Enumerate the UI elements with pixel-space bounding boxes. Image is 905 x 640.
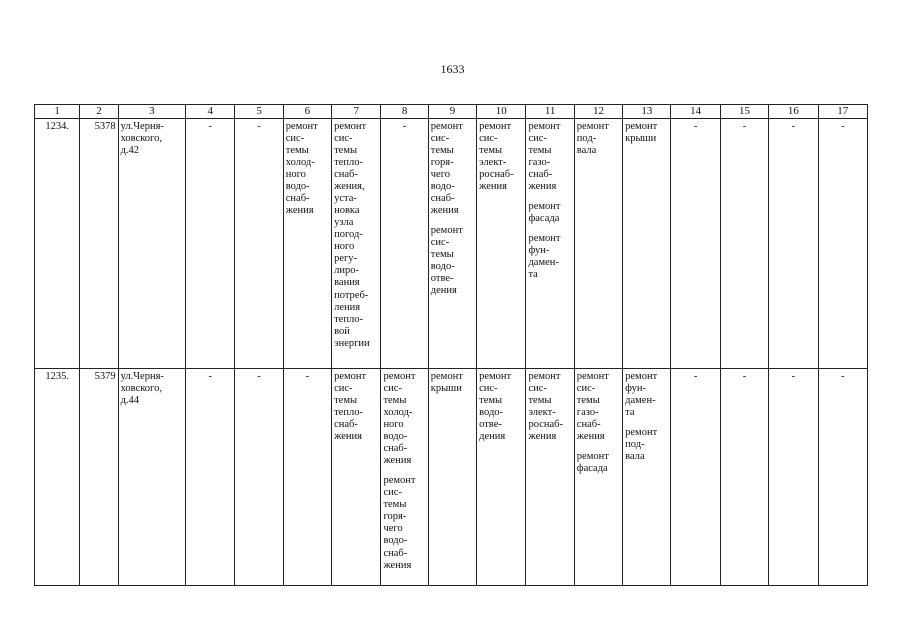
row-number-cell: 1235. bbox=[35, 368, 80, 585]
empty-dash-cell: - bbox=[186, 368, 235, 585]
work-item-text: ремонт крыши bbox=[625, 120, 658, 144]
column-number: 17 bbox=[818, 105, 867, 119]
column-number: 12 bbox=[574, 105, 622, 119]
empty-dash-cell: - bbox=[283, 368, 331, 585]
work-item-text: ремонт сис- темы газо- снаб- жения bbox=[528, 120, 561, 192]
work-type-cell bbox=[477, 118, 526, 368]
work-type-cell bbox=[332, 368, 381, 585]
empty-dash-cell: - bbox=[769, 368, 818, 585]
empty-dash-cell: - bbox=[381, 118, 428, 368]
work-type-cell bbox=[381, 368, 428, 585]
work-type-cell bbox=[428, 368, 476, 585]
empty-dash-cell: - bbox=[235, 368, 283, 585]
column-number: 11 bbox=[526, 105, 574, 119]
column-number: 13 bbox=[623, 105, 671, 119]
column-number: 1 bbox=[35, 105, 80, 119]
work-item-text: ремонт сис- темы тепло- снаб- жения bbox=[334, 370, 367, 442]
work-type-cell bbox=[526, 368, 574, 585]
work-item-text: ремонт сис- темы элект- роснаб- жения bbox=[479, 120, 514, 192]
empty-dash-cell: - bbox=[818, 368, 867, 585]
work-type-cell bbox=[477, 368, 526, 585]
work-item-text: ремонт фун- дамен- та bbox=[625, 370, 658, 418]
address-cell: ул.Черня- ховского, д.44 bbox=[118, 368, 185, 585]
works-table bbox=[34, 104, 868, 586]
work-item-text: ремонт сис- темы тепло- снаб- жения, уста- новка узла погод- ного регу- лиро- вания потреб- ления тепло- вой энергии bbox=[334, 120, 370, 349]
column-number-row bbox=[35, 105, 868, 119]
work-item-text: ремонт сис- темы горя- чего водо- снаб- жения bbox=[430, 120, 463, 217]
empty-dash-cell: - bbox=[769, 118, 818, 368]
work-type-cell bbox=[623, 368, 671, 585]
column-number: 9 bbox=[428, 105, 476, 119]
work-item-text: ремонт сис- темы элект- роснаб- жения bbox=[528, 370, 563, 442]
column-number: 14 bbox=[671, 105, 720, 119]
column-number: 6 bbox=[283, 105, 331, 119]
object-code-cell: 5379 bbox=[80, 368, 118, 585]
work-item-text: ремонт фасада bbox=[528, 201, 561, 225]
work-type-cell bbox=[428, 118, 476, 368]
column-number: 10 bbox=[477, 105, 526, 119]
column-number: 15 bbox=[720, 105, 768, 119]
work-item-text: ремонт фун- дамен- та bbox=[528, 233, 561, 281]
table-row bbox=[35, 368, 868, 585]
work-item-text: ремонт сис- темы водо- отве- дения bbox=[430, 225, 463, 297]
table-row bbox=[35, 118, 868, 368]
work-item-text: ремонт сис- темы горя- чего водо- снаб- жения bbox=[383, 475, 416, 571]
empty-dash-cell: - bbox=[186, 118, 235, 368]
column-number: 16 bbox=[769, 105, 818, 119]
column-number: 2 bbox=[80, 105, 118, 119]
column-number: 5 bbox=[235, 105, 283, 119]
work-item-text: ремонт сис- темы холод- ного водо- снаб- жения bbox=[285, 120, 318, 217]
page-number: 1633 bbox=[440, 62, 465, 76]
column-number: 8 bbox=[381, 105, 428, 119]
work-item-text: ремонт фасада bbox=[576, 451, 609, 475]
address-cell: ул.Черня- ховского, д.42 bbox=[118, 118, 185, 368]
work-item-text: ремонт под- вала bbox=[576, 120, 609, 156]
work-item-text: ремонт сис- темы газо- снаб- жения bbox=[576, 370, 609, 442]
work-item-text: ремонт крыши bbox=[430, 370, 463, 394]
column-number: 7 bbox=[332, 105, 381, 119]
work-type-cell bbox=[574, 368, 622, 585]
empty-dash-cell: - bbox=[818, 118, 867, 368]
work-type-cell bbox=[526, 118, 574, 368]
empty-dash-cell: - bbox=[671, 118, 720, 368]
object-code-cell: 5378 bbox=[80, 118, 118, 368]
work-type-cell bbox=[623, 118, 671, 368]
column-number: 3 bbox=[118, 105, 185, 119]
empty-dash-cell: - bbox=[235, 118, 283, 368]
empty-dash-cell: - bbox=[671, 368, 720, 585]
work-item-text: ремонт сис- темы водо- отве- дения bbox=[479, 370, 512, 442]
work-type-cell bbox=[574, 118, 622, 368]
empty-dash-cell: - bbox=[720, 118, 768, 368]
column-number: 4 bbox=[186, 105, 235, 119]
empty-dash-cell: - bbox=[720, 368, 768, 585]
work-type-cell bbox=[283, 118, 331, 368]
row-number-cell: 1234. bbox=[35, 118, 80, 368]
work-item-text: ремонт под- вала bbox=[625, 426, 658, 463]
work-type-cell bbox=[332, 118, 381, 368]
work-item-text: ремонт сис- темы холод- ного водо- снаб- жения bbox=[383, 370, 416, 467]
